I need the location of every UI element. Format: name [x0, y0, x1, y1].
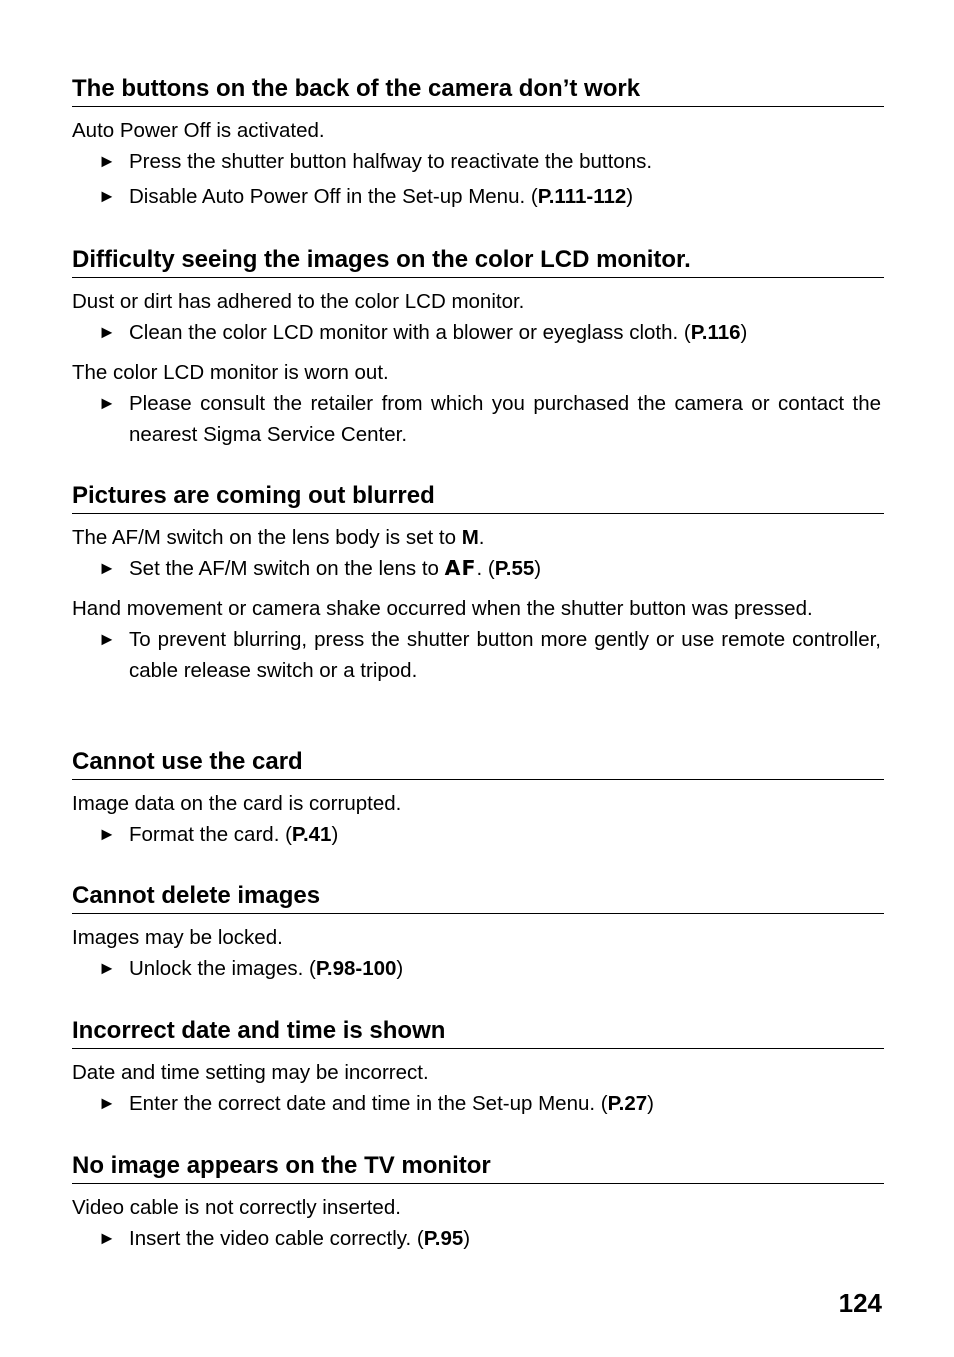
remedy-item [72, 953, 881, 984]
cause-text: Hand movement or camera shake occurred when the shutter button was pressed. [72, 597, 813, 620]
section-no-tv-image [72, 1152, 884, 1254]
section-heading: Cannot use the card [72, 748, 884, 780]
page-reference: P.95 [423, 1227, 464, 1250]
section-heading: The buttons on the back of the camera don’t work [72, 75, 884, 107]
page-reference: P.41 [291, 823, 332, 846]
remedy-item [72, 317, 881, 348]
section-incorrect-date-time [72, 1017, 884, 1119]
cause-text: Image data on the card is corrupted. [72, 792, 402, 815]
cause-text: Dust or dirt has adhered to the color LCD monitor. [72, 290, 525, 313]
cause-text: Auto Power Off is activated. [72, 119, 325, 142]
remedy-text-end: ) [396, 957, 404, 980]
arrow-bullet-icon: ► [98, 151, 116, 171]
remedy-item [72, 819, 881, 850]
remedy-text-end: ) [647, 1092, 654, 1115]
page-reference: P.98-100 [315, 957, 397, 980]
arrow-bullet-icon: ► [98, 186, 116, 206]
remedy-text: Disable Auto Power Off in the Set-up Menu. ( [129, 185, 538, 208]
arrow-bullet-icon: ► [98, 824, 116, 844]
remedy-item [72, 1223, 881, 1254]
mode-label: M [461, 526, 479, 549]
arrow-bullet-icon: ► [98, 322, 116, 342]
section-heading: Pictures are coming out blurred [72, 482, 884, 514]
arrow-bullet-icon: ► [98, 629, 116, 649]
remedy-text-end: ) [534, 557, 542, 580]
remedy-text: Set the AF/M switch on the lens to [129, 557, 445, 580]
remedy-item [72, 624, 881, 686]
remedy-text-mid: . ( [476, 557, 495, 580]
section-lcd-difficulty [72, 246, 884, 450]
page-reference: P.27 [607, 1092, 648, 1115]
cause-text: Images may be locked. [72, 926, 283, 949]
page-reference: P.116 [690, 321, 741, 344]
remedy-text-end: ) [740, 321, 748, 344]
section-buttons-not-working [72, 75, 884, 212]
arrow-bullet-icon: ► [98, 558, 116, 578]
section-cannot-use-card [72, 748, 884, 850]
page-reference: P.111-112 [537, 185, 627, 208]
section-blurred-pictures [72, 482, 884, 686]
remedy-item [72, 1088, 881, 1119]
remedy-text-end: ) [626, 185, 634, 208]
remedy-text: Enter the correct date and time in the Set-up Menu. ( [129, 1092, 608, 1115]
section-heading: Difficulty seeing the images on the color LCD monitor. [72, 246, 884, 278]
remedy-text: Unlock the images. ( [129, 957, 316, 980]
arrow-bullet-icon: ► [98, 958, 116, 978]
section-heading: Cannot delete images [72, 882, 884, 914]
remedy-text: Press the shutter button halfway to reactivate the buttons. [129, 150, 653, 173]
cause-text: Video cable is not correctly inserted. [72, 1196, 401, 1219]
section-heading: No image appears on the TV monitor [72, 1152, 884, 1184]
section-heading: Incorrect date and time is shown [72, 1017, 884, 1049]
cause-text-start: The AF/M switch on the lens body is set to [72, 526, 462, 549]
arrow-bullet-icon: ► [98, 1093, 116, 1113]
page-number: 124 [838, 1288, 882, 1318]
cause-text [72, 522, 881, 553]
cause-text: Date and time setting may be incorrect. [72, 1061, 429, 1084]
remedy-item [72, 388, 881, 450]
remedy-text: Clean the color LCD monitor with a blower or eyeglass cloth. ( [129, 321, 691, 344]
cause-text-end: . [478, 526, 485, 549]
remedy-text: Please consult the retailer from which you purchased the camera or contact the nearest Sigma Service Center. [129, 392, 881, 446]
remedy-text: Insert the video cable correctly. ( [129, 1227, 424, 1250]
remedy-item [72, 146, 881, 177]
arrow-bullet-icon: ► [98, 1228, 116, 1248]
remedy-text-end: ) [463, 1227, 471, 1250]
arrow-bullet-icon: ► [98, 393, 116, 413]
section-cannot-delete-images [72, 882, 884, 984]
remedy-text: Format the card. ( [129, 823, 292, 846]
remedy-item [72, 181, 881, 212]
mode-label: AF [444, 556, 477, 580]
page-reference: P.55 [494, 557, 535, 580]
remedy-item [72, 553, 881, 584]
cause-text: The color LCD monitor is worn out. [72, 361, 389, 384]
remedy-text-end: ) [331, 823, 339, 846]
remedy-text: To prevent blurring, press the shutter button more gently or use remote controller, cable release switch or a tripod. [129, 628, 881, 682]
